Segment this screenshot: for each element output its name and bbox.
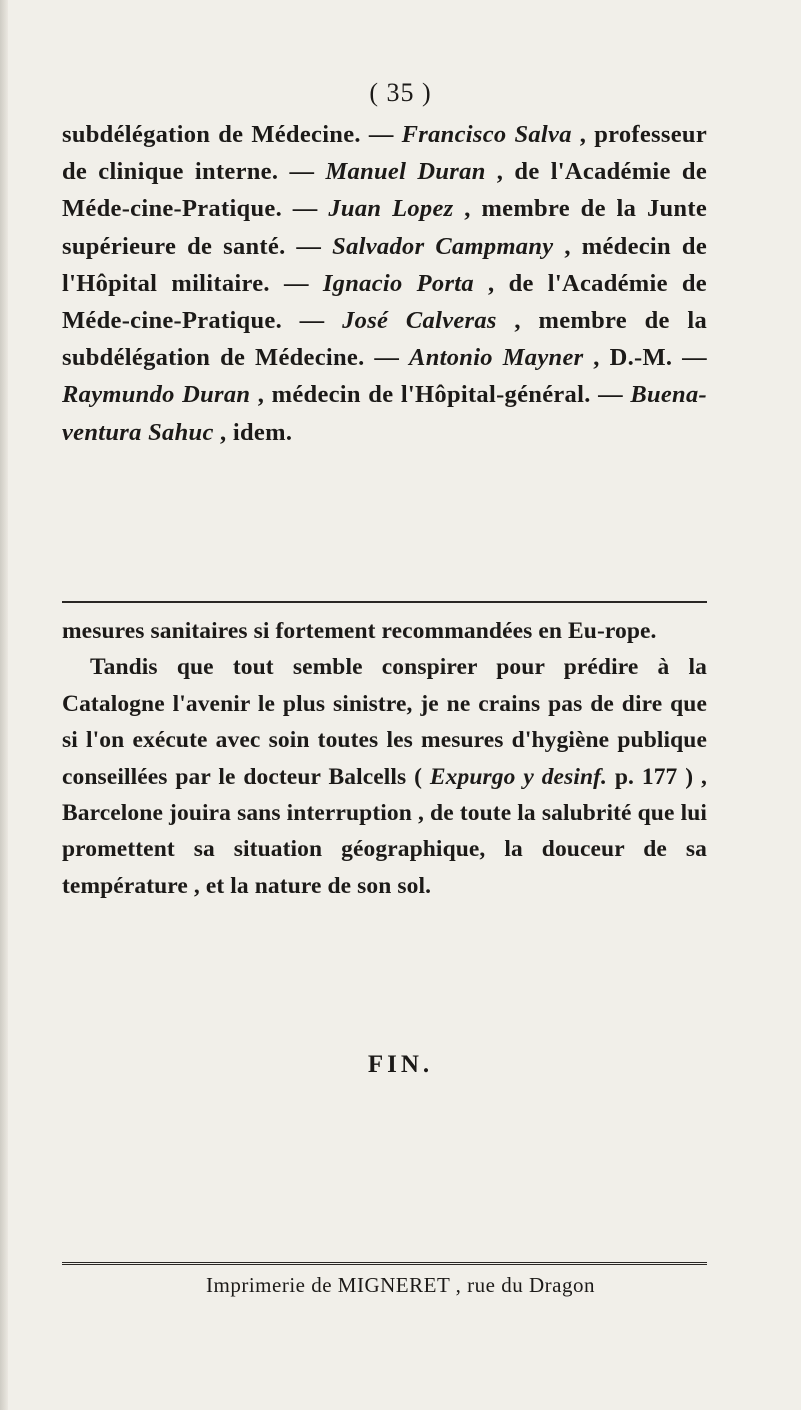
text-run: , membre de la subdélégation de Médecine. — [62,307,707,372]
text-run: , de l'Académie de Méde-cine-Pratique. — [62,269,707,335]
text-run: , membre de la Junte supérieure de santé. — [62,195,707,260]
person-name: Salvador Campmany [332,232,554,260]
text-run: subdélégation de Médecine. — [62,121,402,148]
person-name: Antonio Mayner [409,344,584,372]
person-name: Ignacio Porta [322,269,474,297]
text-run: , médecin de l'Hôpital-général. — [250,381,631,409]
conclusion-text [62,613,707,904]
printer-imprint: Imprimerie de MIGNERET , rue du Dragon [206,1273,595,1297]
text-run: , de l'Académie de Méde-cine-Pratique. — [62,158,707,223]
member-list-paragraph [62,116,707,451]
page-number: ( 35 ) [369,78,432,107]
person-name: José Calveras [342,307,497,335]
person-name: Raymundo Duran [62,381,251,409]
text-run: , professeur de clinique interne. — [62,121,707,186]
text-run: , D.-M. — [583,344,707,372]
text-run: , idem. [213,418,293,446]
citation-title: Expurgo y desinf. [429,763,608,790]
person-name: Francisco Salva [401,121,572,148]
text-run: , médecin de l'Hôpital militaire. — [62,232,707,297]
paragraph [62,649,707,904]
person-name: Manuel Duran [325,158,486,186]
end-marker: FIN. [367,1051,434,1078]
section-divider [62,601,707,603]
paragraph: mesures sanitaires si fortement recommandées en Eu-rope. [62,618,657,644]
person-name: Buena-ventura Sahuc [62,381,707,446]
page-edge [0,0,8,1410]
person-name: Juan Lopez [328,195,454,223]
text-run: Tandis que tout semble conspirer pour prédire à la Catalogne l'avenir le plus sinistre, je ne crains pas de dire que si l'on exécute avec soin toutes les mesures d'hygiène publique conseillées par le docteur Balcells ( [62,654,707,790]
footer-divider [62,1262,707,1268]
text-run: p. 177 ) , Barcelone jouira sans interruption , de toute la salubrité que lui promettent sa situation géographique, la douceur de sa température , et la nature de son sol. [62,763,707,899]
